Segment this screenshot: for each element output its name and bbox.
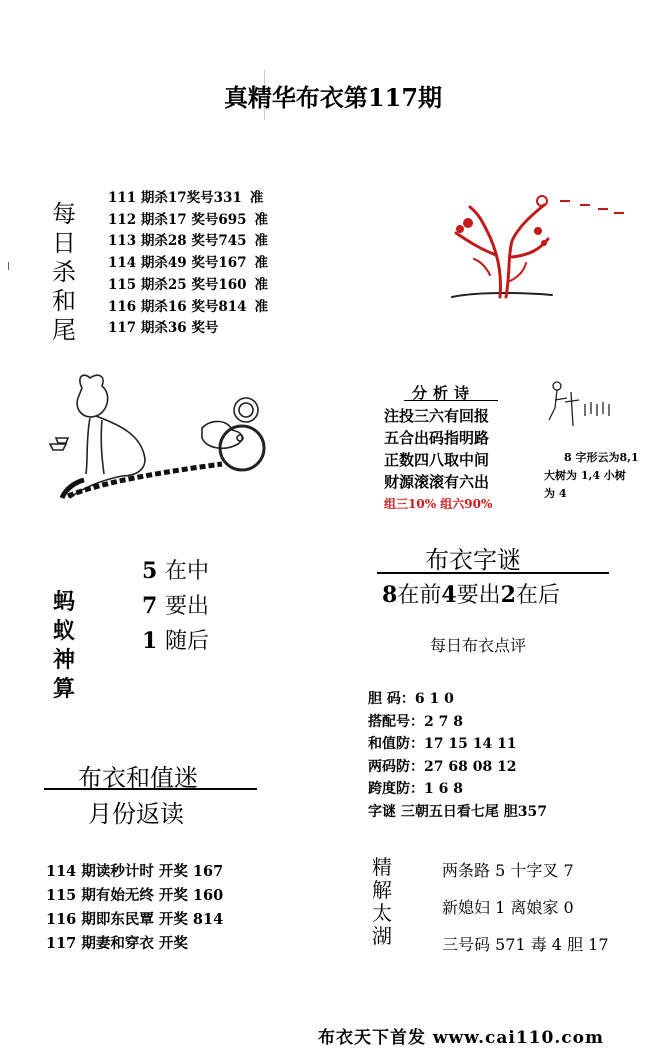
daily-kill-label-text: 每 日 杀 和 尾 [52,200,76,344]
list-item: 字谜 三朝五日看七尾 胆357 [368,803,547,820]
lake-label [370,856,394,948]
list-item: 111 期杀17奖号331 准 [108,190,264,206]
ant-line: 1 随后 [142,628,209,654]
footer-link[interactable]: 布衣天下首发 www.cai110.com [318,1028,604,1048]
hezhi-subtitle: 月份返读 [88,800,184,828]
list-item: 116 期即东民覃 开奖 814 [46,911,224,928]
figure-note-line: 大树为 1,4 小树 [544,469,626,482]
figure-note-line: 8 字形云为8,1 [564,451,639,464]
tree-illustration [440,185,640,310]
list-item: 112 期杀17 奖号695 准 [108,211,269,228]
poem-line: 财源滚滚有六出 [384,473,490,491]
list-item: 117 期杀36 奖号 [108,320,219,337]
list-item: 新媳妇 1 离娘家 0 [442,898,574,917]
ant-label-text: 蚂 蚁 神 算 [52,589,75,702]
riddle-answer: 8在前4要出2在后 [382,582,560,608]
ant-label [50,588,78,704]
poem-title-rule [404,400,498,401]
lake-list [442,852,609,963]
list-item: 116 期杀16 奖号814 准 [108,298,269,315]
poem-line: 注投三六有回报 [384,407,490,425]
daily-review-list [368,688,547,823]
hezhi-title: 布衣和值迷 [78,764,198,792]
daily-kill-list [108,188,268,340]
list-item: 两条路 5 十字叉 7 [442,861,574,880]
poem-line: 正数四八取中间 [384,451,490,469]
scan-dot [8,262,9,270]
riddle-rule [377,572,609,574]
figure-note-line: 为 4 [544,487,567,500]
poem-line: 五合出码指明路 [384,429,490,447]
hezhi-rule [44,788,257,790]
list-item: 114 期杀49 奖号167 准 [108,255,269,272]
lake-label-text: 精 解 太 湖 [372,855,392,948]
cat-turtle-illustration [42,368,274,503]
list-item: 三号码 571 毒 4 胆 17 [442,935,609,954]
list-item: 115 期有始无终 开奖 160 [46,887,224,904]
list-item: 115 期杀25 奖号160 准 [108,276,269,293]
list-item: 跨度防：1 6 8 [368,781,463,797]
poem-block [384,405,492,515]
list-item: 117 期妻和穿衣 开奖 [46,935,188,952]
list-item: 搭配号：2 7 8 [368,713,463,730]
daily-kill-label [50,200,78,345]
riddle-title: 布衣字谜 [425,546,521,574]
ant-lines [142,554,209,659]
page-title: 真精华布衣第117期 [223,83,443,112]
list-item: 胆 码：6 1 0 [368,691,454,707]
list-item: 114 期读秒计时 开奖 167 [46,863,224,880]
daily-review-title: 每日布衣点评 [430,636,527,655]
ant-line: 7 要出 [142,593,209,619]
list-item: 两码防：27 68 08 12 [368,758,517,775]
hezhi-list [46,860,223,956]
poem-title: 分析诗 [412,384,476,402]
figure-sketch [545,378,625,436]
list-item: 113 期杀28 奖号745 准 [108,233,269,250]
poem-groups: 组三10% 组六90% [384,497,493,511]
figure-note [544,449,639,503]
list-item: 和值防：17 15 14 11 [368,736,517,752]
ant-line: 5 在中 [142,558,209,584]
